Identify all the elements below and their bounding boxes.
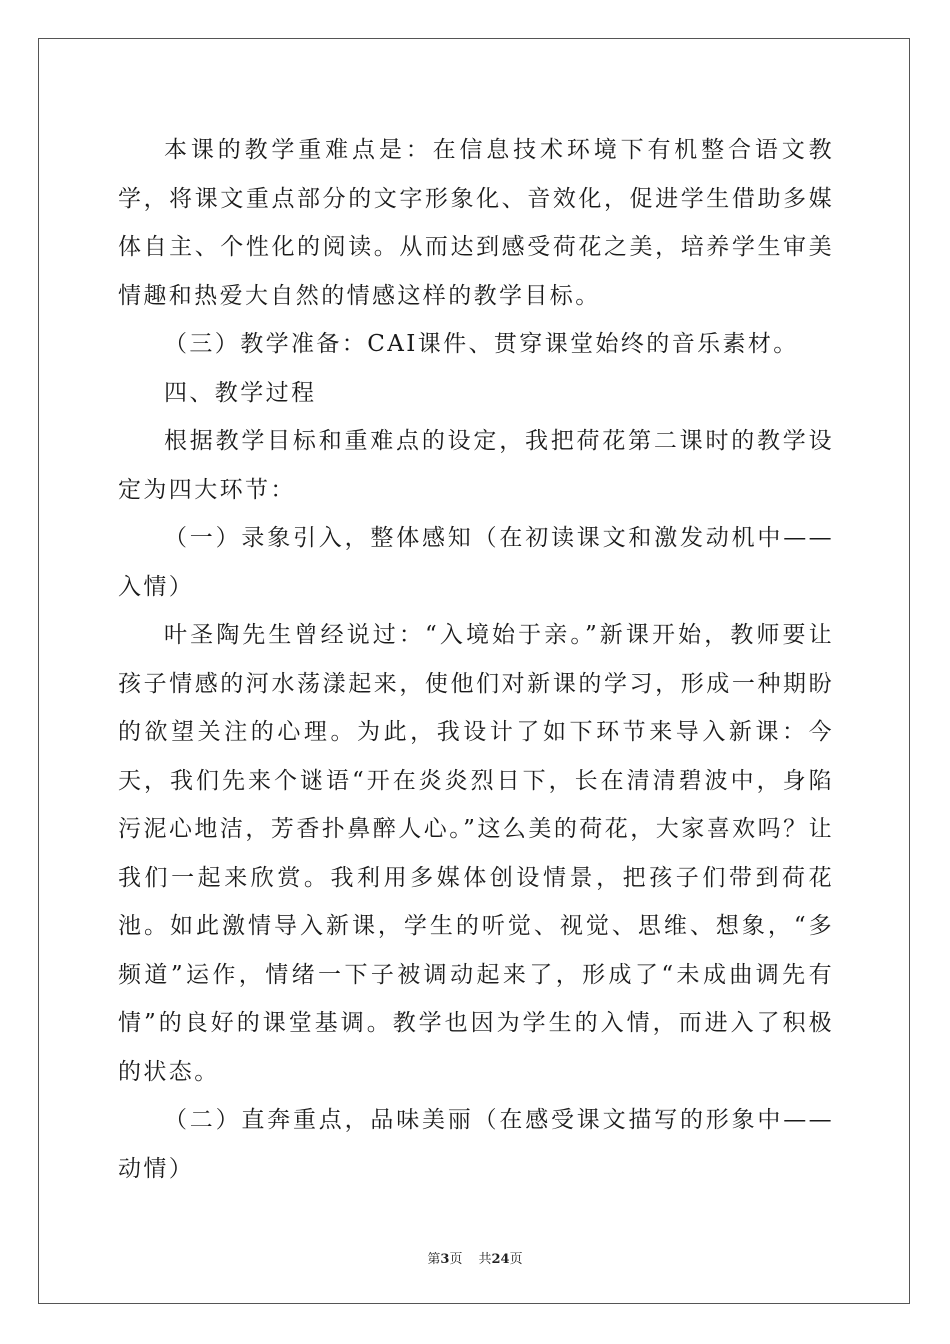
subheading-stage-two: （二）直奔重点，品味美丽（在感受课文描写的形象中——动情） [118, 1107, 834, 1182]
paragraph-four-stages: 根据教学目标和重难点的设定，我把荷花第二课时的教学设定为四大环节： [118, 428, 834, 503]
paragraph-teaching-preparation: （三）教学准备：CAI课件、贯穿课堂始终的音乐素材。 [164, 331, 799, 357]
footer-total-pages: 24 [491, 1252, 510, 1267]
paragraph-teaching-focus: 本课的教学重难点是：在信息技术环境下有机整合语文教学，将课文重点部分的文字形象化、音效化，促进学生借助多媒体自主、个性化的阅读。从而达到感受荷花之美，培养学生审美情趣和热爱大自然的情感这样的教学目标。 [118, 137, 834, 309]
footer-total-prefix: 共 [478, 1252, 492, 1267]
footer-page-suffix: 页 [449, 1252, 463, 1267]
paragraph-stage-one-detail: 叶圣陶先生曾经说过：“入境始于亲。”新课开始，教师要让孩子情感的河水荡漾起来，使他们对新课的学习，形成一种期盼的欲望关注的心理。为此，我设计了如下环节来导入新课：今天，我们先来个谜语“开在炎炎烈日下，长在清清碧波中，身陷污泥心地洁，芳香扑鼻醉人心。”这么美的荷花，大家喜欢吗？让我们一起来欣赏。我利用多媒体创设情景，把孩子们带到荷花池。如此激情导入新课，学生的听觉、视觉、思维、想象，“多频道”运作，情绪一下子被调动起来了，形成了“未成曲调先有情”的良好的课堂基调。教学也因为学生的入情，而进入了积极的状态。 [118, 622, 834, 1085]
footer-page-prefix: 第 [427, 1252, 441, 1267]
page-footer [0, 1248, 950, 1267]
document-body [118, 126, 834, 1193]
footer-page-number: 3 [440, 1252, 450, 1267]
subheading-stage-one: （一）录象引入，整体感知（在初读课文和激发动机中——入情） [118, 525, 834, 600]
section-heading-teaching-process: 四、教学过程 [164, 379, 317, 406]
footer-total-suffix: 页 [509, 1252, 523, 1267]
